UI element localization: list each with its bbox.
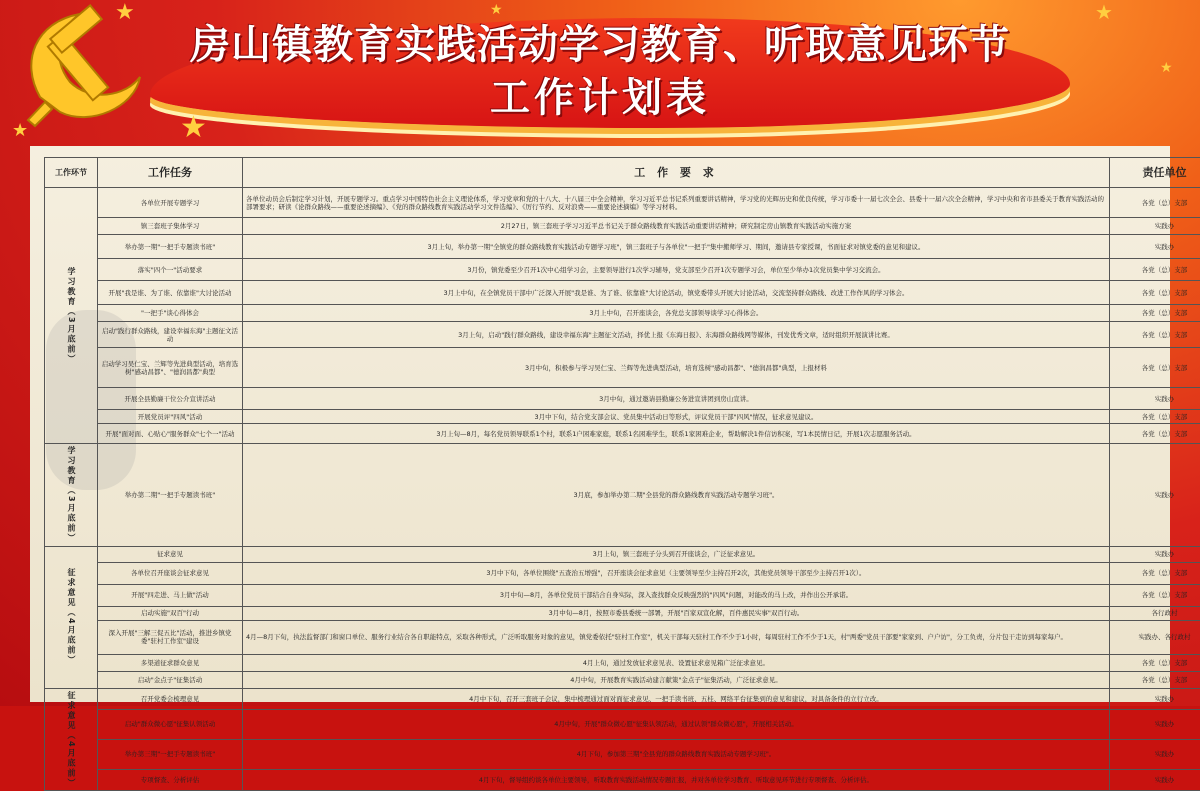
- header-stage: 工作环节: [45, 158, 98, 188]
- stage-cell: 学习教育（3月底前）: [45, 444, 98, 547]
- table-row: [45, 769, 1200, 790]
- table-row: [45, 620, 1200, 654]
- requirement-cell: 3月上旬—8月，每名党员领导联系1个村，联系1户困难家庭，联系1名困难学生，联系1家困难企业，帮助解决1件信访积案，写1本民情日记，开展1次志愿服务活动。: [243, 424, 1110, 444]
- star-icon: ★: [115, 0, 135, 25]
- stage-cell: 学习教育（3月底前）: [45, 188, 98, 444]
- table-row: [45, 584, 1200, 606]
- title-line-2: 工作计划表: [170, 72, 1030, 124]
- requirement-cell: 3月上旬，举办第一期"全镇党的群众路线教育实践活动专题学习班"，镇三套班子与各单位"一把手"集中搬师学习、期间，邀请县专家授课，书面征求对镇党委的意见和建议。: [243, 235, 1110, 259]
- hammer-sickle-icon: [10, 2, 170, 132]
- requirement-cell: 4月—8月下旬，执法监督部门和窗口单位、服务行业结合各自职能特点，采取各种形式，广泛听取服务对象的意见，镇党委依托"驻村工作室"，机关干部每天驻村工作不少于1小时，每周驻村工作不少于1天，村"两委"党员干部要"家家到、户户访"，分工负责，分片包干走访到每家每户。: [243, 620, 1110, 654]
- unit-cell: 各党（总）支部: [1110, 424, 1200, 444]
- table-row: [45, 688, 1200, 709]
- unit-cell: 实践办: [1110, 739, 1200, 769]
- task-cell: "一把手"谈心得体会: [98, 305, 243, 322]
- star-icon: ★: [490, 2, 503, 18]
- header-task: 工作任务: [98, 158, 243, 188]
- page-title: [170, 18, 1030, 124]
- requirement-cell: 3月底，参加举办第二期"全县党的群众路线教育实践活动专题学习班"。: [243, 444, 1110, 547]
- stage-cell: 征求意见（4月底前）: [45, 546, 98, 688]
- unit-cell: 各党（总）支部: [1110, 348, 1200, 388]
- requirement-cell: 4月中旬，开展"群众微心愿"征集认领活动，通过认领"群众微心愿"，开展相关活动。: [243, 709, 1110, 739]
- unit-cell: 实践办: [1110, 444, 1200, 547]
- unit-cell: 实践办: [1110, 546, 1200, 562]
- unit-cell: 各党（总）支部: [1110, 281, 1200, 305]
- unit-cell: 各党（总）支部: [1110, 654, 1200, 671]
- task-cell: 启动"践行群众路线，建设幸福东海"主题征文活动: [98, 322, 243, 348]
- task-cell: 落实"四个一"活动要求: [98, 259, 243, 281]
- task-cell: 举办第三期"一把手专题读书班": [98, 739, 243, 769]
- table-row: [45, 444, 1200, 547]
- table-row: [45, 739, 1200, 769]
- requirement-cell: 3月中下旬，结合党支部会议、党员集中活动日等形式，评议党员干部"四风"情况，征求意见建议。: [243, 410, 1110, 424]
- requirement-cell: 4月中旬，开展教育实践活动建言献策"金点子"征集活动，广泛征求意见。: [243, 671, 1110, 688]
- task-cell: 开展"四走进、马上做"活动: [98, 584, 243, 606]
- table-row: [45, 546, 1200, 562]
- star-icon: ★: [1095, 0, 1113, 24]
- table-row: [45, 424, 1200, 444]
- task-cell: 开展"面对面、心贴心"服务群众"七个一"活动: [98, 424, 243, 444]
- task-cell: 启动"金点子"征集活动: [98, 671, 243, 688]
- task-cell: 召开党委会梳理意见: [98, 688, 243, 709]
- unit-cell: 各党（总）支部: [1110, 322, 1200, 348]
- requirement-cell: 4月上旬，通过发放征求意见表、设置征求意见箱广泛征求意见。: [243, 654, 1110, 671]
- unit-cell: 实践办: [1110, 709, 1200, 739]
- task-cell: 启动"群众微心愿"征集认领活动: [98, 709, 243, 739]
- table-row: [45, 410, 1200, 424]
- task-cell: 多渠道征求群众意见: [98, 654, 243, 671]
- header-unit: 责任单位: [1110, 158, 1200, 188]
- star-icon: ★: [180, 110, 207, 145]
- unit-cell: 各党（总）支部: [1110, 305, 1200, 322]
- requirement-cell: 4月下旬，参加第三期"全县党的群众路线教育实践活动专题学习班"。: [243, 739, 1110, 769]
- table-row: [45, 305, 1200, 322]
- requirement-cell: 3月中旬—8月，按照市委县委统一部署，开展"百家双宣化解，百件惠民实事"双百行动。: [243, 606, 1110, 620]
- task-cell: 举办第二期"一把手专题读书班": [98, 444, 243, 547]
- unit-cell: 实践办: [1110, 388, 1200, 410]
- requirement-cell: 4月下旬，督导组约谈各单位主要领导，听取教育实践活动情况专题汇报，并对各单位学习教育、听取意见环节进行专项督查、分析评估。: [243, 769, 1110, 790]
- table-row: [45, 654, 1200, 671]
- table-header-row: [45, 158, 1200, 188]
- table-row: [45, 671, 1200, 688]
- table-row: [45, 709, 1200, 739]
- requirement-cell: 3月上中旬，在全镇党员干部中广泛深入开展"我是谁、为了谁、依靠谁"大讨论活动，镇党委带头开展大讨论活动，交流坚持群众路线、改进工作作风的学习体会。: [243, 281, 1110, 305]
- table-row: [45, 562, 1200, 584]
- requirement-cell: 3月中旬—8月，各单位党员干部结合自身实际，深入查找群众反映强烈的"四风"问题，对能改的马上改，并作出公开承诺。: [243, 584, 1110, 606]
- requirement-cell: 3月中下旬，各单位围绕"五查治五增强"，召开座谈会征求意见（主要领导至少主持召开2次，其他党员领导干部至少主持召开1次）。: [243, 562, 1110, 584]
- unit-cell: 实践办: [1110, 688, 1200, 709]
- requirement-cell: 3月中旬，积极参与学习吴仁宝、兰辉等先进典型活动，培育选树"感动昌都"、"德润昌都"典型，上报材料: [243, 348, 1110, 388]
- star-icon: ★: [12, 120, 28, 141]
- task-cell: 开展全县勤廉干位公介宣讲活动: [98, 388, 243, 410]
- task-cell: 专项督查、分析评估: [98, 769, 243, 790]
- unit-cell: 实践办: [1110, 769, 1200, 790]
- table-row: [45, 259, 1200, 281]
- task-cell: 深入开展"三解三促五比"活动，推进乡镇党委"驻村工作室"建设: [98, 620, 243, 654]
- header-requirement: 工 作 要 求: [243, 158, 1110, 188]
- task-cell: 启动实施"双百"行动: [98, 606, 243, 620]
- requirement-cell: 3月份，镇党委至少召开1次中心组学习会，主要领导进行1次学习辅导，党支部至少召开1次专题学习会，单位至少举办1次党员集中学习交流会。: [243, 259, 1110, 281]
- task-cell: 开展党员评"四风"活动: [98, 410, 243, 424]
- unit-cell: 各党（总）支部: [1110, 259, 1200, 281]
- unit-cell: 各党（总）支部: [1110, 671, 1200, 688]
- table-row: [45, 218, 1200, 235]
- unit-cell: 实践办、各行政村: [1110, 620, 1200, 654]
- unit-cell: 实践办: [1110, 218, 1200, 235]
- stage-cell: 征求意见（4月底前）: [45, 688, 98, 791]
- task-cell: 各单位召开座谈会征求意见: [98, 562, 243, 584]
- table-row: [45, 348, 1200, 388]
- title-line-1: 房山镇教育实践活动学习教育、听取意见环节: [170, 18, 1030, 72]
- unit-cell: 各党（总）支部: [1110, 188, 1200, 218]
- unit-cell: 各党（总）支部: [1110, 584, 1200, 606]
- task-cell: 开展"我是谁、为了谁、依靠谁"大讨论活动: [98, 281, 243, 305]
- requirement-cell: 各单位动员会后制定学习计划，开展专题学习。重点学习中国特色社会主义理论体系，学习党章和党的十八大、十八届三中全会精神，学习习近平总书记系列重要讲话精神，学习党的光辉历史和优良传统，学习市委十一届七次全会、县委十一届六次全会精神，学习中央和省市县委关于教育实践活动的部署要求；研读《论群众路线——重要论述摘编》、《党的群众路线教育实践活动学习文件选编》、《厉行节约、反对浪费——重要论述摘编》等学习材料。: [243, 188, 1110, 218]
- requirement-cell: 3月上旬，镇三套班子分头到召开座谈会，广泛征求意见。: [243, 546, 1110, 562]
- task-cell: 镇三套班子集体学习: [98, 218, 243, 235]
- unit-cell: 各行政村: [1110, 606, 1200, 620]
- requirement-cell: 2月27日，镇三套班子学习习近平总书记关于群众路线教育实践活动重要讲话精神；研究制定房山镇教育实践活动实施方案: [243, 218, 1110, 235]
- table-row: [45, 281, 1200, 305]
- work-plan-table: [44, 157, 1200, 791]
- unit-cell: 各党（总）支部: [1110, 562, 1200, 584]
- requirement-cell: 4月中下旬，召开三套班子会议，集中梳理通过面对面征求意见、一把手读书班、五桂、网络平台征集到的意见和建议，对具备条件的立行立改。: [243, 688, 1110, 709]
- task-cell: 举办第一期"一把手专题读书班": [98, 235, 243, 259]
- task-cell: 征求意见: [98, 546, 243, 562]
- table-row: [45, 188, 1200, 218]
- requirement-cell: 3月中旬，通过邀请县勤廉公务进宣讲团到房山宣讲。: [243, 388, 1110, 410]
- requirement-cell: 3月上旬，启动"践行群众路线，建设幸福东海"主题征文活动，择优上报《东海日报》、东海群众路线网等媒体，刊发优秀文章，适时组织开展演讲比赛。: [243, 322, 1110, 348]
- unit-cell: 各党（总）支部: [1110, 410, 1200, 424]
- table-row: [45, 388, 1200, 410]
- star-icon: ★: [1160, 60, 1173, 76]
- table-row: [45, 606, 1200, 620]
- unit-cell: 实践办: [1110, 235, 1200, 259]
- task-cell: 各单位开展专题学习: [98, 188, 243, 218]
- table-row: [45, 322, 1200, 348]
- task-cell: 启动学习吴仁宝、兰辉等先进典型活动，培育选树"感动昌都"、"德润昌都"典型: [98, 348, 243, 388]
- requirement-cell: 3月上中旬，召开座谈会，各党总支部领导谈学习心得体会。: [243, 305, 1110, 322]
- table-row: [45, 235, 1200, 259]
